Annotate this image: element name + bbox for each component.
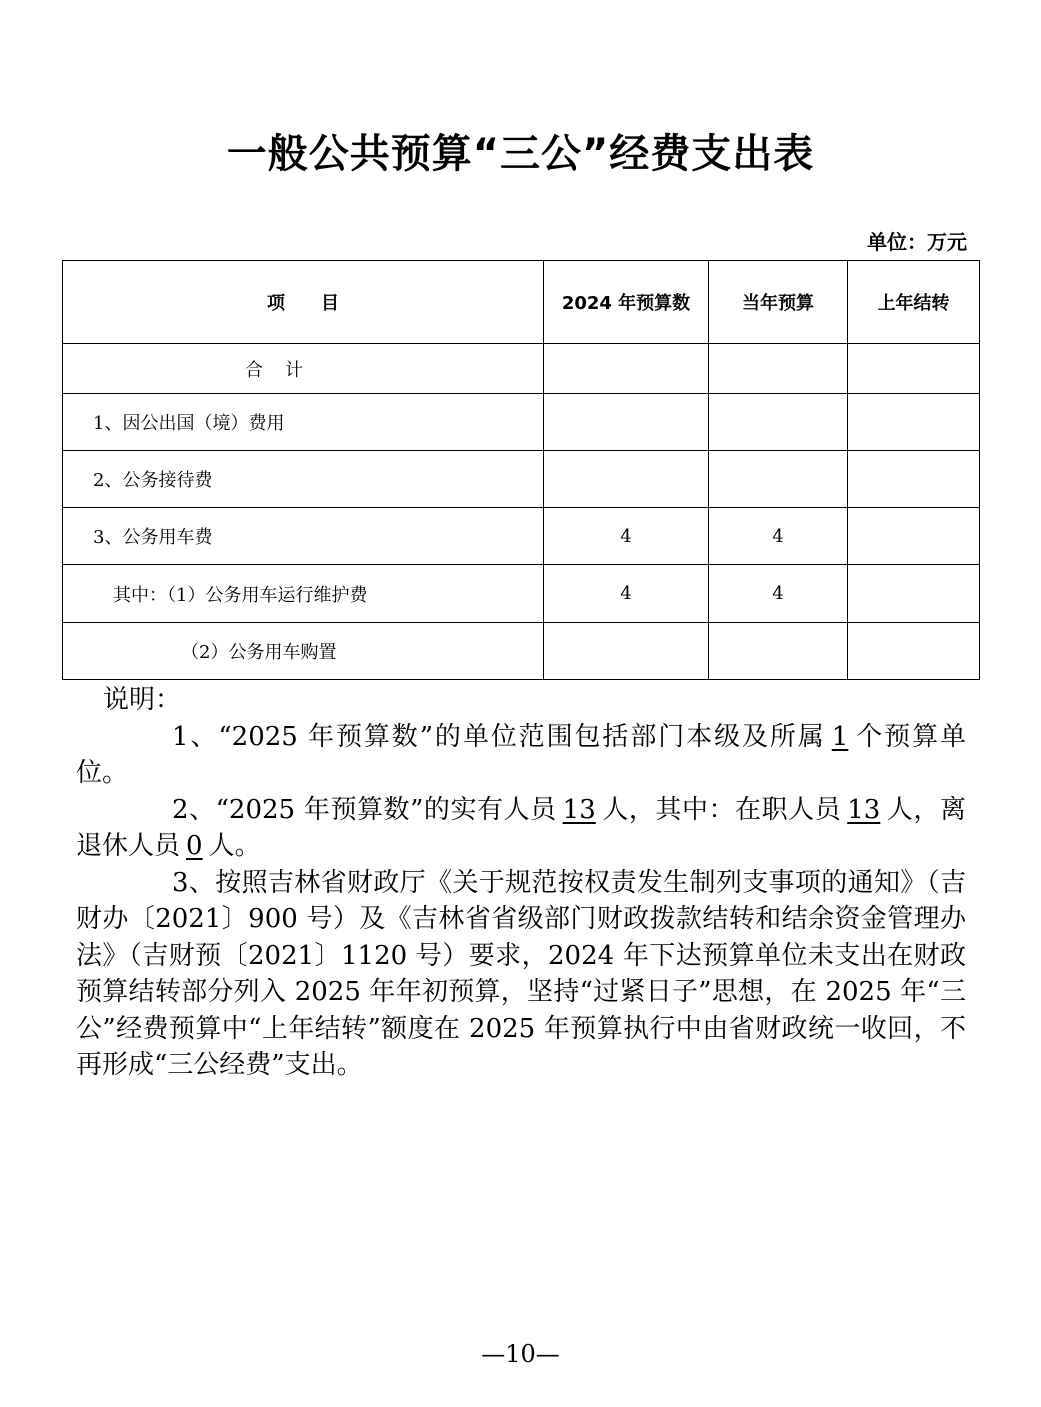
cell-budget — [544, 623, 709, 680]
table-row — [63, 508, 980, 565]
row-label-vehicle-purchase: （2）公务用车购置 — [63, 623, 544, 680]
row-label-vehicle: 3、公务用车费 — [63, 508, 544, 565]
note-2-text-c: 人，离退休人员 — [76, 794, 966, 861]
cell-current — [709, 344, 848, 394]
cell-carryover — [848, 451, 980, 508]
cell-budget: 4 — [544, 508, 709, 565]
note-2-text-d: 人。 — [208, 831, 261, 861]
cell-carryover — [848, 344, 980, 394]
cell-carryover — [848, 508, 980, 565]
notes-section — [76, 682, 966, 1084]
note-2-staff-retired: 0 — [186, 831, 203, 861]
cell-budget — [544, 394, 709, 451]
note-2 — [76, 792, 966, 865]
note-1-text-a: 1、“2025 年预算数”的单位范围包括部门本级及所属 — [172, 721, 826, 752]
notes-heading: 说明： — [103, 685, 182, 715]
note-2-text-a: 2、“2025 年预算数”的实有人员 — [172, 794, 557, 825]
header-current-budget: 当年预算 — [709, 261, 848, 344]
note-2-text-b: 人，其中：在职人员 — [601, 794, 842, 825]
row-label-vehicle-maintenance: 其中：（1）公务用车运行维护费 — [63, 565, 544, 623]
cell-current — [709, 394, 848, 451]
note-1-unit-count: 1 — [831, 721, 849, 752]
table-row — [63, 451, 980, 508]
table-row — [63, 344, 980, 394]
note-1-text-b: 个预算单位。 — [76, 721, 966, 788]
row-label-total: 合 计 — [63, 344, 544, 394]
unit-label: 单位：万元 — [867, 230, 967, 254]
note-1 — [76, 719, 966, 792]
header-budget-2024: 2024 年预算数 — [544, 261, 709, 344]
cell-current — [709, 451, 848, 508]
note-3: 3、按照吉林省财政厅《关于规范按权责发生制列支事项的通知》（吉财办〔2021〕900 号）及《吉林省省级部门财政拨款结转和结余资金管理办法》（吉财预〔2021〕1120 号）要求，2024 年下达预算单位未支出在财政预算结转部分列入 2025 年年初预算，坚持“过紧日子”思想，在 2025 年“三公”经费预算中“上年结转”额度在 2025 年预算执行中由省财政统一收回，不再形成“三公经费”支出。 — [76, 867, 966, 1080]
table-row — [63, 394, 980, 451]
cell-budget — [544, 344, 709, 394]
table-row — [63, 623, 980, 680]
cell-budget: 4 — [544, 565, 709, 623]
header-item: 项 目 — [63, 261, 544, 344]
page-number: —10— — [481, 1340, 560, 1368]
cell-current: 4 — [709, 565, 848, 623]
expense-table — [62, 260, 980, 680]
row-label-reception: 2、公务接待费 — [63, 451, 544, 508]
note-2-staff-total: 13 — [562, 794, 596, 825]
cell-budget — [544, 451, 709, 508]
cell-carryover — [848, 623, 980, 680]
cell-carryover — [848, 394, 980, 451]
table-row — [63, 565, 980, 623]
note-2-staff-active: 13 — [847, 794, 881, 825]
table-header-row — [63, 261, 980, 344]
cell-carryover — [848, 565, 980, 623]
cell-current — [709, 623, 848, 680]
header-carryover: 上年结转 — [848, 261, 980, 344]
cell-current: 4 — [709, 508, 848, 565]
row-label-overseas-travel: 1、因公出国（境）费用 — [63, 394, 544, 451]
page-title: 一般公共预算“三公”经费支出表 — [226, 131, 815, 177]
